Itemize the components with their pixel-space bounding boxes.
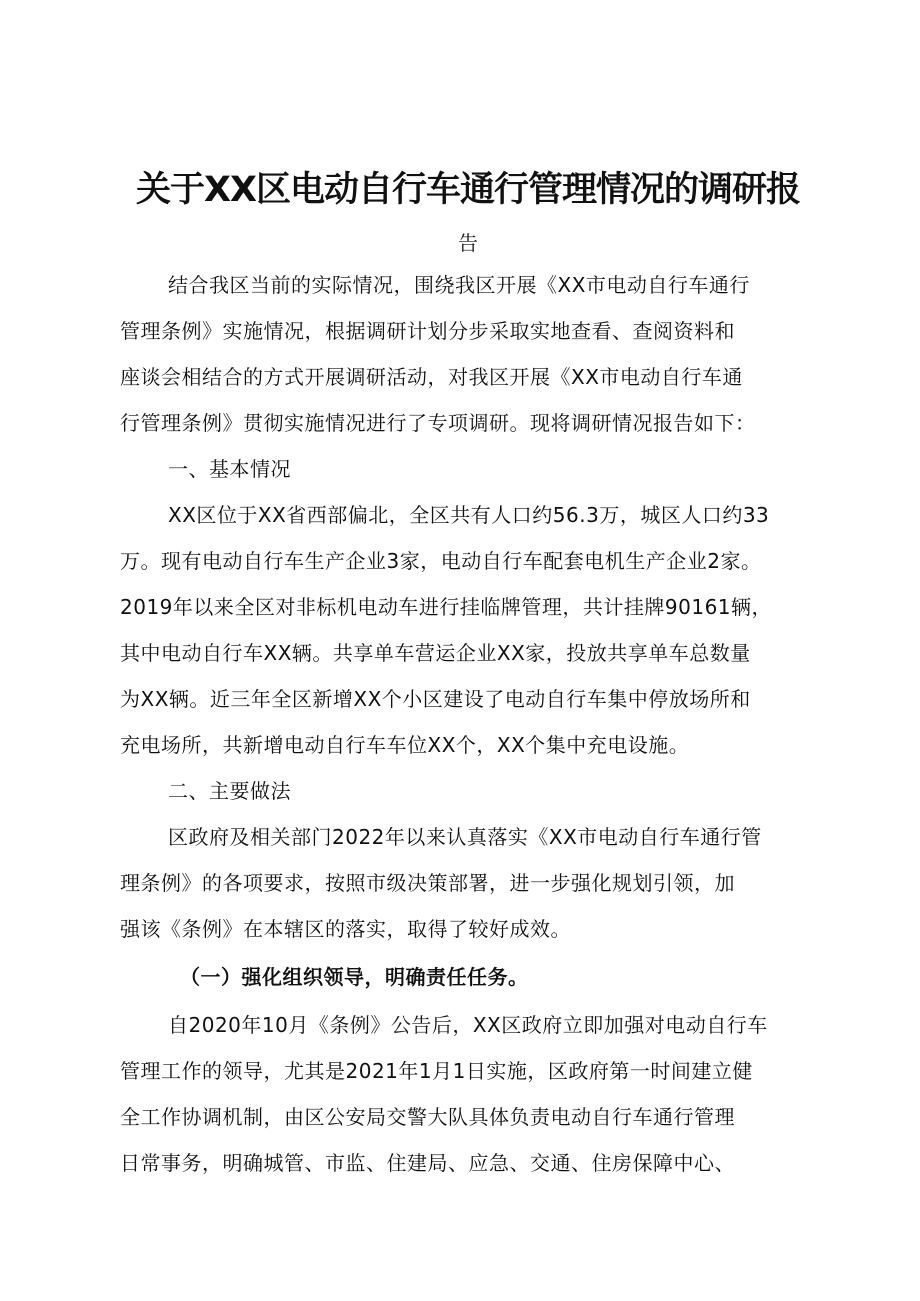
section-heading-practices: 二、主要做法 <box>168 779 291 803</box>
subsection1-line: 全工作协调机制，由区公安局交警大队具体负责电动自行车通行管理 <box>120 1105 735 1129</box>
section1-line: 万。现有电动自行车生产企业3家，电动自行车配套电机生产企业2家。 <box>120 549 762 573</box>
section2-line: 理条例》的各项要求，按照市级决策部署，进一步强化规划引领，加 <box>120 871 735 895</box>
section1-line: XX区位于XX省西部偏北，全区共有人口约56.3万，城区人口约33 <box>168 503 770 527</box>
subsection1-line: 自2020年10月《条例》公告后，XX区政府立即加强对电动自行车 <box>168 1013 768 1037</box>
section1-line: 其中电动自行车XX辆。共享单车营运企业XX家，投放共享单车总数量 <box>120 641 751 665</box>
section2-line: 强该《条例》在本辖区的落实，取得了较好成效。 <box>120 917 571 941</box>
section1-line: 为XX辆。近三年全区新增XX个小区建设了电动自行车集中停放场所和 <box>120 687 751 711</box>
section-heading-basic: 一、基本情况 <box>168 457 291 481</box>
document-title: 关于XX区电动自行车通行管理情况的调研报 <box>136 170 800 210</box>
subsection1-line: 日常事务，明确城管、市监、住建局、应急、交通、住房保障中心、 <box>120 1151 735 1175</box>
document-title-continuation: 告 <box>458 231 478 255</box>
section1-line: 充电场所，共新增电动自行车车位XX个，XX个集中充电设施。 <box>120 733 690 757</box>
subsection1-line: 管理工作的领导，尤其是2021年1月1日实施，区政府第一时间建立健 <box>120 1059 753 1083</box>
intro-line: 座谈会相结合的方式开展调研活动，对我区开展《XX市电动自行车通 <box>120 365 743 389</box>
intro-line: 管理条例》实施情况，根据调研计划分步采取实地查看、查阅资料和 <box>120 319 735 343</box>
intro-line: 结合我区当前的实际情况，围绕我区开展《XX市电动自行车通行 <box>168 273 750 297</box>
intro-line: 行管理条例》贯彻实施情况进行了专项调研。现将调研情况报告如下： <box>120 411 756 435</box>
subsection-heading: （一）强化组织领导，明确责任任务。 <box>180 965 529 989</box>
section2-line: 区政府及相关部门2022年以来认真落实《XX市电动自行车通行管 <box>168 825 762 849</box>
section1-line: 2019年以来全区对非标机电动车进行挂临牌管理，共计挂牌90161辆， <box>120 595 773 619</box>
